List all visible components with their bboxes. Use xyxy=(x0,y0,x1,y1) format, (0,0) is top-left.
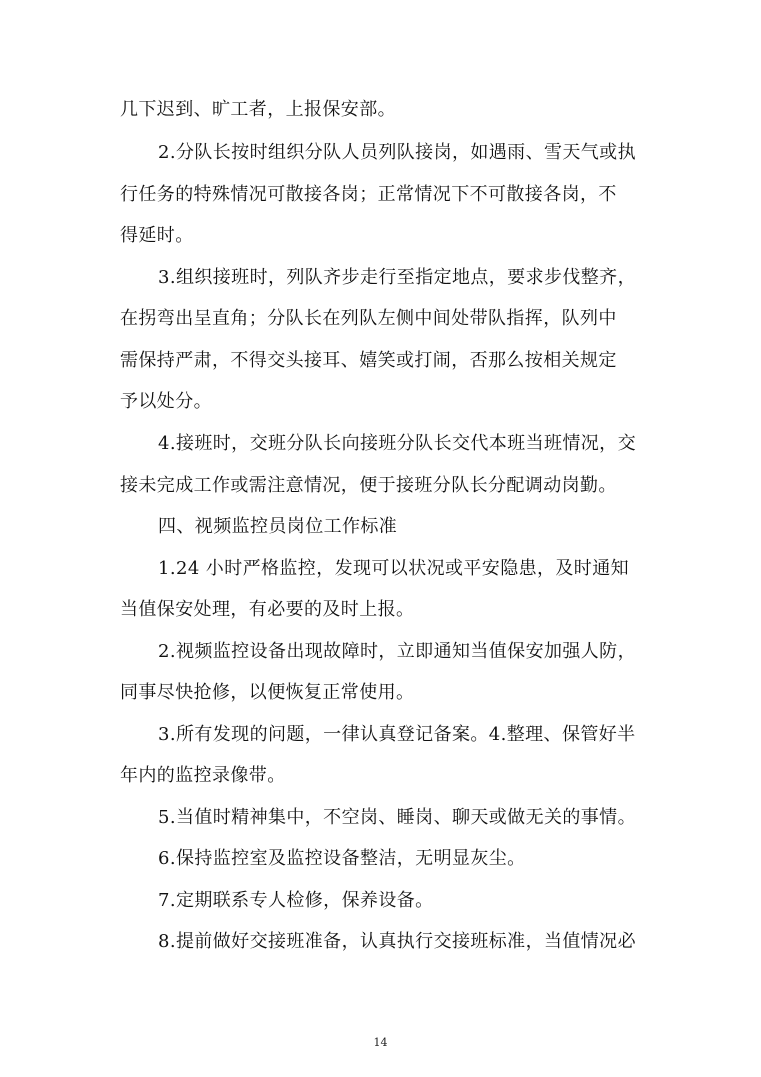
section-heading: 四、视频监控员岗位工作标准 xyxy=(158,516,398,537)
text-line: 行任务的特殊情况可散接各岗；正常情况下不可散接各岗，不 xyxy=(120,184,617,205)
text-line: 1.24 小时严格监控，发现可以状况或平安隐患，及时通知 xyxy=(158,558,629,579)
text-line: 在拐弯出呈直角；分队长在列队左侧中间处带队指挥，队列中 xyxy=(120,308,617,329)
text-line: 需保持严肃，不得交头接耳、嬉笑或打闹，否那么按相关规定 xyxy=(120,350,617,371)
text-line: 3.所有发现的问题，一律认真登记备案。4.整理、保管好半 xyxy=(158,724,636,745)
text-line: 8.提前做好交接班准备，认真执行交接班标准，当值情况必 xyxy=(158,931,636,952)
text-line: 予以处分。 xyxy=(120,391,212,412)
text-line: 5.当值时精神集中，不空岗、睡岗、聊天或做无关的事情。 xyxy=(158,807,636,828)
text-line: 3.组织接班时，列队齐步走行至指定地点，要求步伐整齐， xyxy=(158,267,636,288)
text-line: 7.定期联系专人检修，保养设备。 xyxy=(158,890,434,911)
text-line: 几下迟到、旷工者，上报保安部。 xyxy=(120,99,396,120)
text-line: 同事尽快抢修，以便恢复正常使用。 xyxy=(120,682,415,703)
text-line: 年内的监控录像带。 xyxy=(120,765,286,786)
text-line: 得延时。 xyxy=(120,225,194,246)
text-line: 6.保持监控室及监控设备整洁，无明显灰尘。 xyxy=(158,848,526,869)
text-line: 当值保安处理，有必要的及时上报。 xyxy=(120,599,415,620)
text-line: 2.视频监控设备出现故障时，立即通知当值保安加强人防， xyxy=(158,641,636,662)
page-number: 14 xyxy=(373,1036,388,1049)
text-line: 4.接班时，交班分队长向接班分队长交代本班当班情况，交 xyxy=(158,433,636,454)
text-line: 2.分队长按时组织分队人员列队接岗，如遇雨、雪天气或执 xyxy=(158,142,636,163)
text-line: 接未完成工作或需注意情况，便于接班分队长分配调动岗勤。 xyxy=(120,475,617,496)
